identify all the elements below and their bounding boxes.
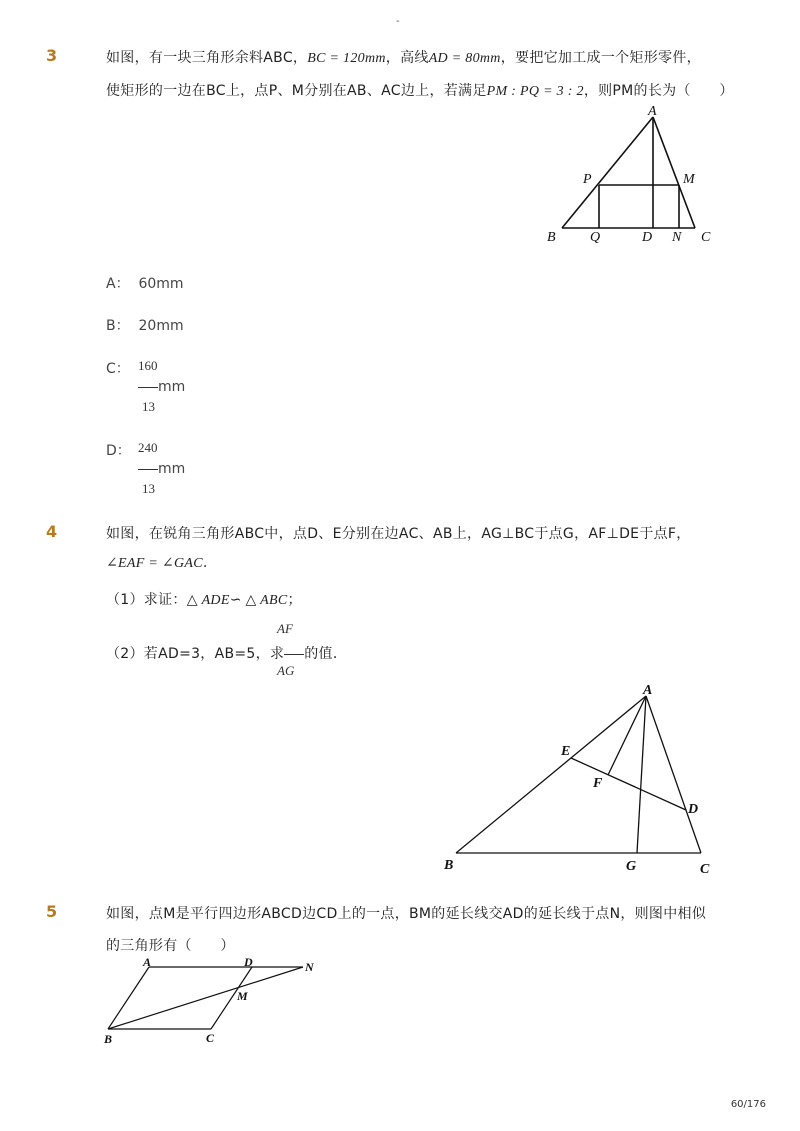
label-c: C xyxy=(701,230,711,245)
segment-af xyxy=(608,696,646,775)
label-c: C xyxy=(206,1031,215,1045)
fraction-bar xyxy=(284,654,304,655)
label-d: D xyxy=(244,955,253,969)
option-a[interactable] xyxy=(106,273,184,293)
side-ab xyxy=(562,117,653,228)
text: 如图，有一块三角形余料ABC， xyxy=(106,50,308,66)
question-3-line-2 xyxy=(106,80,734,100)
text: ； xyxy=(287,592,302,608)
label-b: B xyxy=(104,1032,113,1046)
math-ratio: PM : PQ = 3 : 2 xyxy=(486,84,584,99)
label-d: D xyxy=(642,230,653,245)
label-a: A xyxy=(143,955,152,969)
fraction-denominator: 13 xyxy=(142,481,155,496)
fraction-bar xyxy=(138,461,185,477)
fraction-numerator: 240 xyxy=(138,440,158,455)
question-number: 3 xyxy=(46,46,58,65)
triangle-rectangle-figure xyxy=(540,100,730,250)
text: ，高线 xyxy=(385,50,429,66)
text: （1）求证： xyxy=(106,592,187,608)
label-a: A xyxy=(643,683,653,698)
side-ac xyxy=(646,696,701,853)
acute-triangle-figure xyxy=(440,680,730,880)
label-n: N xyxy=(672,230,682,245)
label-d: D xyxy=(688,802,699,817)
text: （2）若AD=3，AB=5，求 xyxy=(106,646,285,662)
question-5-line-2: 的三角形有（ ） xyxy=(106,938,235,954)
option-value: 20mm xyxy=(138,318,184,334)
question-5-line-1: 如图，点M是平行四边形ABCD边CD上的一点，BM的延长线交AD的延长线于点N，则图中相似 xyxy=(106,906,707,922)
text: 使矩形的一边在BC上，点P、M分别在AB、AC边上，若满足 xyxy=(106,83,487,99)
question-number: 4 xyxy=(46,522,58,541)
option-b[interactable] xyxy=(106,315,184,335)
segment-de xyxy=(571,758,686,810)
option-key: A： xyxy=(106,276,130,292)
question-4-part-1 xyxy=(106,589,302,609)
question-4-line-2 xyxy=(106,555,208,572)
label-q: Q xyxy=(590,230,601,245)
label-e: E xyxy=(561,744,571,759)
option-value: 60mm xyxy=(138,276,184,292)
text: 的值． xyxy=(304,646,348,662)
header-mark: - xyxy=(396,16,400,27)
option-key: D： xyxy=(106,443,131,459)
question-3-line-1 xyxy=(106,47,701,67)
label-p: P xyxy=(583,172,592,187)
math-angle-equality: ∠EAF = ∠GAC xyxy=(106,556,203,571)
math-bc: BC = 120mm xyxy=(307,51,386,66)
unit: mm xyxy=(158,379,186,395)
parallelogram-figure xyxy=(98,952,328,1052)
question-number: 5 xyxy=(46,902,58,921)
fraction-denominator: 13 xyxy=(142,399,155,414)
question-4-part-2 xyxy=(106,643,347,663)
side-ab xyxy=(108,967,149,1029)
segment-bn xyxy=(108,967,303,1029)
text: ，则PM的长为（ ） xyxy=(583,83,734,99)
label-b: B xyxy=(444,858,454,873)
fraction-bar xyxy=(138,379,185,395)
text: . xyxy=(202,555,208,571)
side-ab xyxy=(456,696,646,853)
fraction-numerator: AF xyxy=(277,621,293,636)
math-similar-triangles: △ ADE∽ △ ABC xyxy=(186,593,288,608)
page-number: 60/176 xyxy=(730,1099,766,1110)
altitude-ag xyxy=(637,696,646,853)
text: ，要把它加工成一个矩形零件， xyxy=(500,50,701,66)
label-m: M xyxy=(237,989,248,1003)
unit: mm xyxy=(158,461,186,477)
label-g: G xyxy=(626,859,637,874)
option-key: C： xyxy=(106,361,130,377)
label-c: C xyxy=(700,862,710,877)
label-b: B xyxy=(547,230,556,245)
math-ad: AD = 80mm xyxy=(428,51,501,66)
label-a: A xyxy=(648,104,657,119)
label-n: N xyxy=(305,960,314,974)
option-key: B： xyxy=(106,318,130,334)
label-m: M xyxy=(683,172,695,187)
question-4-line-1: 如图，在锐角三角形ABC中，点D、E分别在边AC、AB上，AG⊥BC于点G，AF⊥DE于点F， xyxy=(106,526,691,542)
fraction-numerator: 160 xyxy=(138,358,158,373)
label-f: F xyxy=(593,776,603,791)
fraction-denominator: AG xyxy=(277,663,295,678)
